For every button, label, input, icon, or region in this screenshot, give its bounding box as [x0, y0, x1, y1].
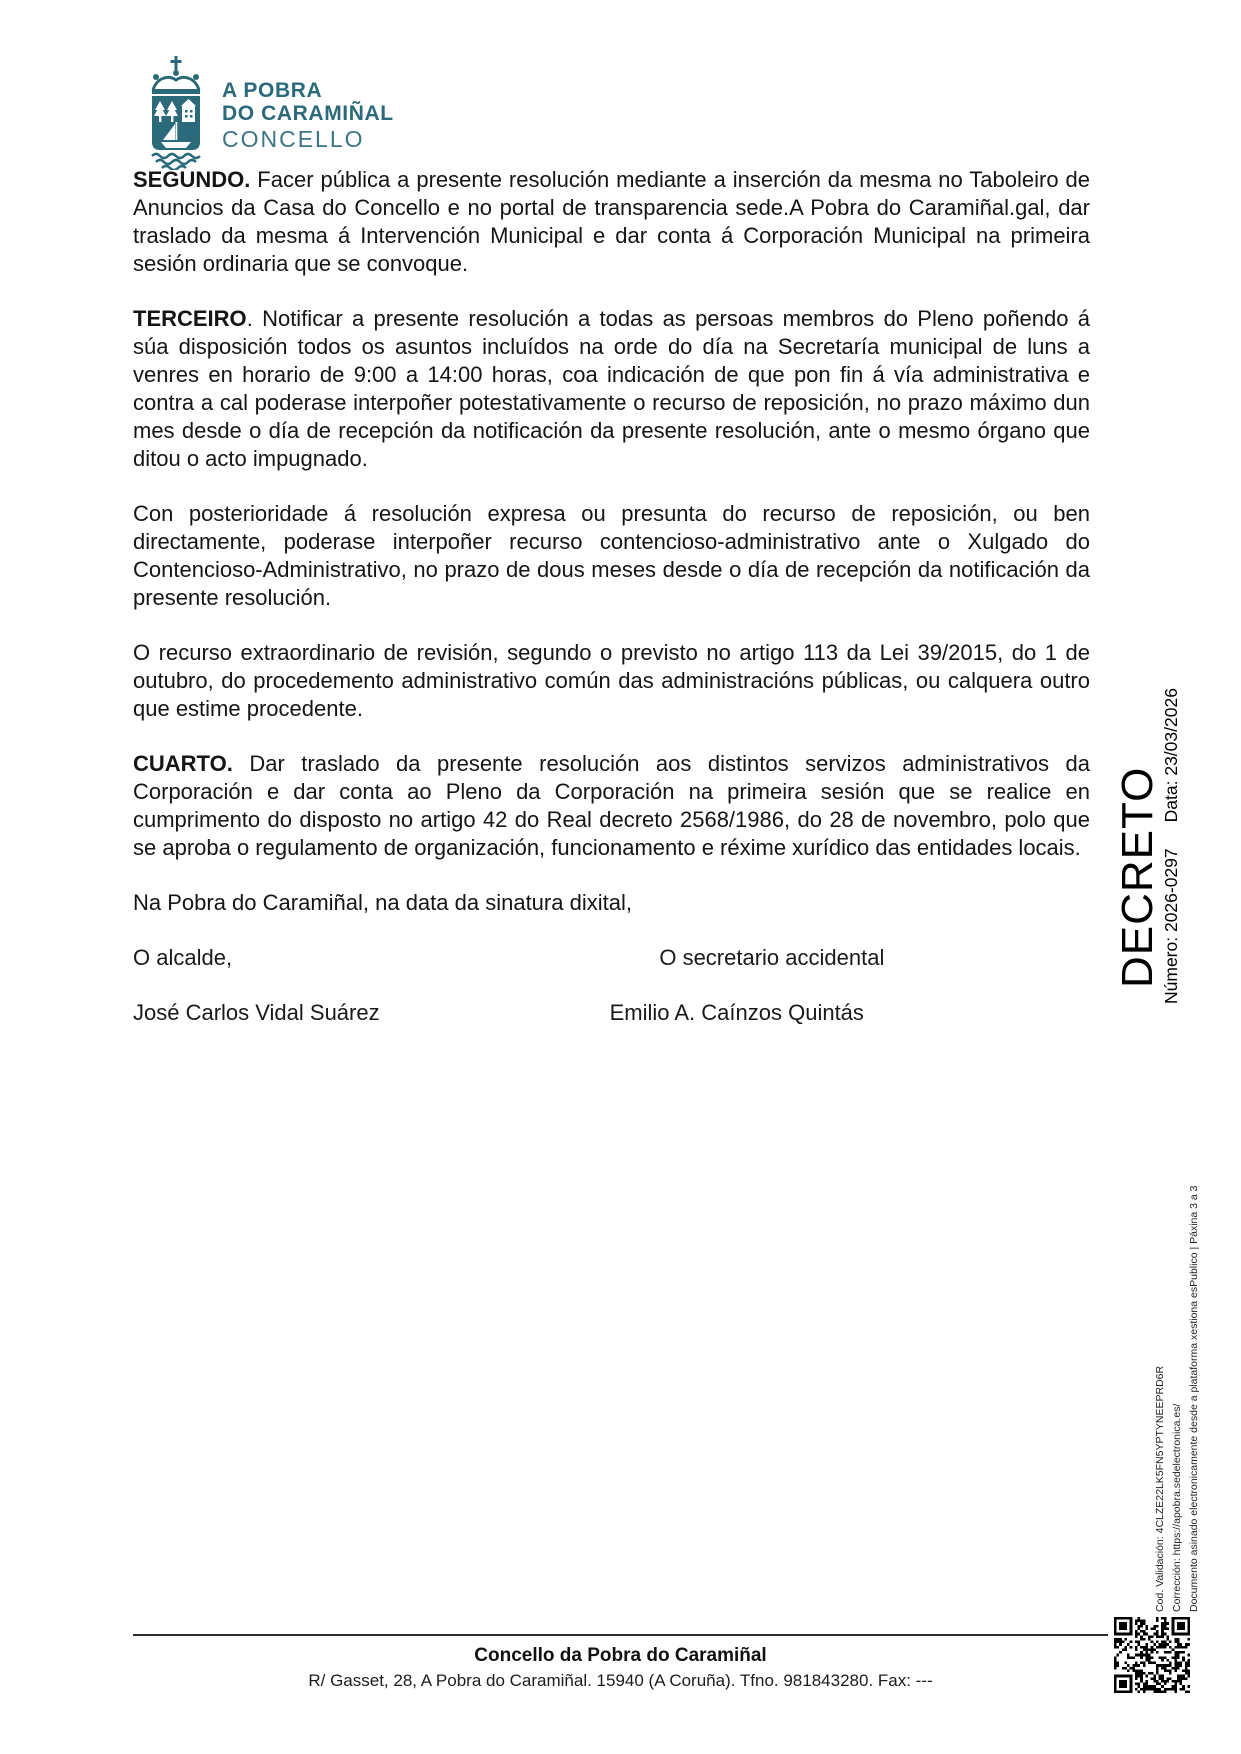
decreto-date: Data: 23/03/2026	[1161, 688, 1181, 823]
paragraph-segundo-lead: SEGUNDO.	[133, 167, 251, 192]
paragraph-terceiro-text: . Notificar a presente resolución a todas as persoas membros do Pleno poñendo á súa disposición todos os asuntos incluídos na orde do día na Secretaría municipal de luns a venres en horario de 9:00 a 14:00 horas, coa indicación de que pon fin á vía administrativa e contra a cal poderase interpoñer potestativamente o recurso de reposición, no prazo máximo dun mes desde o día de recepción da notificación da presente resolución, ante o mesmo órgano que ditou o acto impugnado.	[133, 306, 1090, 471]
concello-coat-of-arms-icon	[148, 56, 204, 170]
signature-names-row	[133, 999, 1090, 1027]
signed-document-line: Documento asinado electronicamente desde a plataforma xestiona esPublico | Páxina 3 a 3	[1188, 1185, 1200, 1612]
decreto-number: Número: 2026-0297	[1161, 848, 1181, 1004]
paragraph-terceiro	[133, 305, 1090, 473]
decreto-vertical-title: DECRETO	[1113, 766, 1162, 988]
paragraph-recurso-reposicion	[133, 500, 1090, 612]
qr-code	[1114, 1617, 1190, 1693]
validation-code-block	[1152, 1142, 1203, 1612]
footer-address: R/ Gasset, 28, A Pobra do Caramiñal. 15940 (A Coruña). Tfno. 981843280. Fax: ---	[308, 1671, 933, 1690]
logo-wordmark	[222, 80, 394, 152]
logo-org-line2: DO CARAMIÑAL	[222, 101, 394, 125]
footer-org-name: Concello da Pobra do Caramiñal	[474, 1645, 767, 1666]
paragraph-cuarto-lead: CUARTO.	[133, 751, 233, 776]
paragraph-cuarto-text: Dar traslado da presente resolución aos distintos servizos administrativos da Corporación e dar conta ao Pleno da Corporación na primeira sesión que se realice en cumprimento do disposto no artigo 42 do Real decreto 2568/1986, do 28 de novembro, polo que se aproba o regulamento de organización, funcionamento e réxime xurídico das entidades locais.	[133, 751, 1090, 860]
paragraph-recurso-extraordinario	[133, 639, 1090, 723]
logo-org-line1: A POBRA	[222, 79, 323, 102]
signature-roles-row	[133, 944, 1090, 972]
role-secretario: O secretario accidental	[659, 945, 885, 970]
footer	[133, 1643, 1108, 1693]
footer-divider	[133, 1634, 1108, 1636]
paragraph-segundo	[133, 166, 1090, 278]
decreto-number-date	[1160, 624, 1182, 1004]
paragraph-recurso-extraordinario-text: O recurso extraordinario de revisión, segundo o previsto no artigo 113 da Lei 39/2015, do 1 de outubro, do procedemento administrativo común das administracións públicas, ou calquera outro que estime procedente.	[133, 640, 1090, 721]
validation-code-line: Cod. Validación: 4CLZE22LK5FN5YPTYNEEPRD6R	[1154, 1365, 1166, 1612]
paragraph-cuarto	[133, 750, 1090, 862]
document-body	[133, 166, 1090, 1054]
paragraph-terceiro-lead: TERCEIRO	[133, 306, 247, 331]
paragraph-segundo-text: Facer pública a presente resolución mediante a inserción da mesma no Taboleiro de Anuncios da Casa do Concello e no portal de transparencia sede.A Pobra do Caramiñal.gal, dar traslado da mesma á Intervención Municipal e dar conta á Corporación Municipal na primeira sesión ordinaria que se convoque.	[133, 167, 1090, 276]
place-date-line: Na Pobra do Caramiñal, na data da sinatura dixital,	[133, 890, 632, 915]
verification-url-line: Corrección: https://apobra.sedelectronica.es/	[1171, 1403, 1183, 1612]
logo-org-line3: CONCELLO	[222, 126, 365, 153]
name-secretario: Emilio A. Caínzos Quintás	[609, 1000, 864, 1025]
name-alcalde: José Carlos Vidal Suárez	[133, 1000, 380, 1025]
role-alcalde: O alcalde,	[133, 945, 233, 970]
paragraph-recurso-reposicion-text: Con posterioridade á resolución expresa ou presunta do recurso de reposición, ou ben directamente, poderase interpoñer recurso contencioso-administrativo ante o Xulgado do Contencioso-Administrativo, no prazo de dous meses desde o día de recepción da notificación da presente resolución.	[133, 501, 1090, 610]
